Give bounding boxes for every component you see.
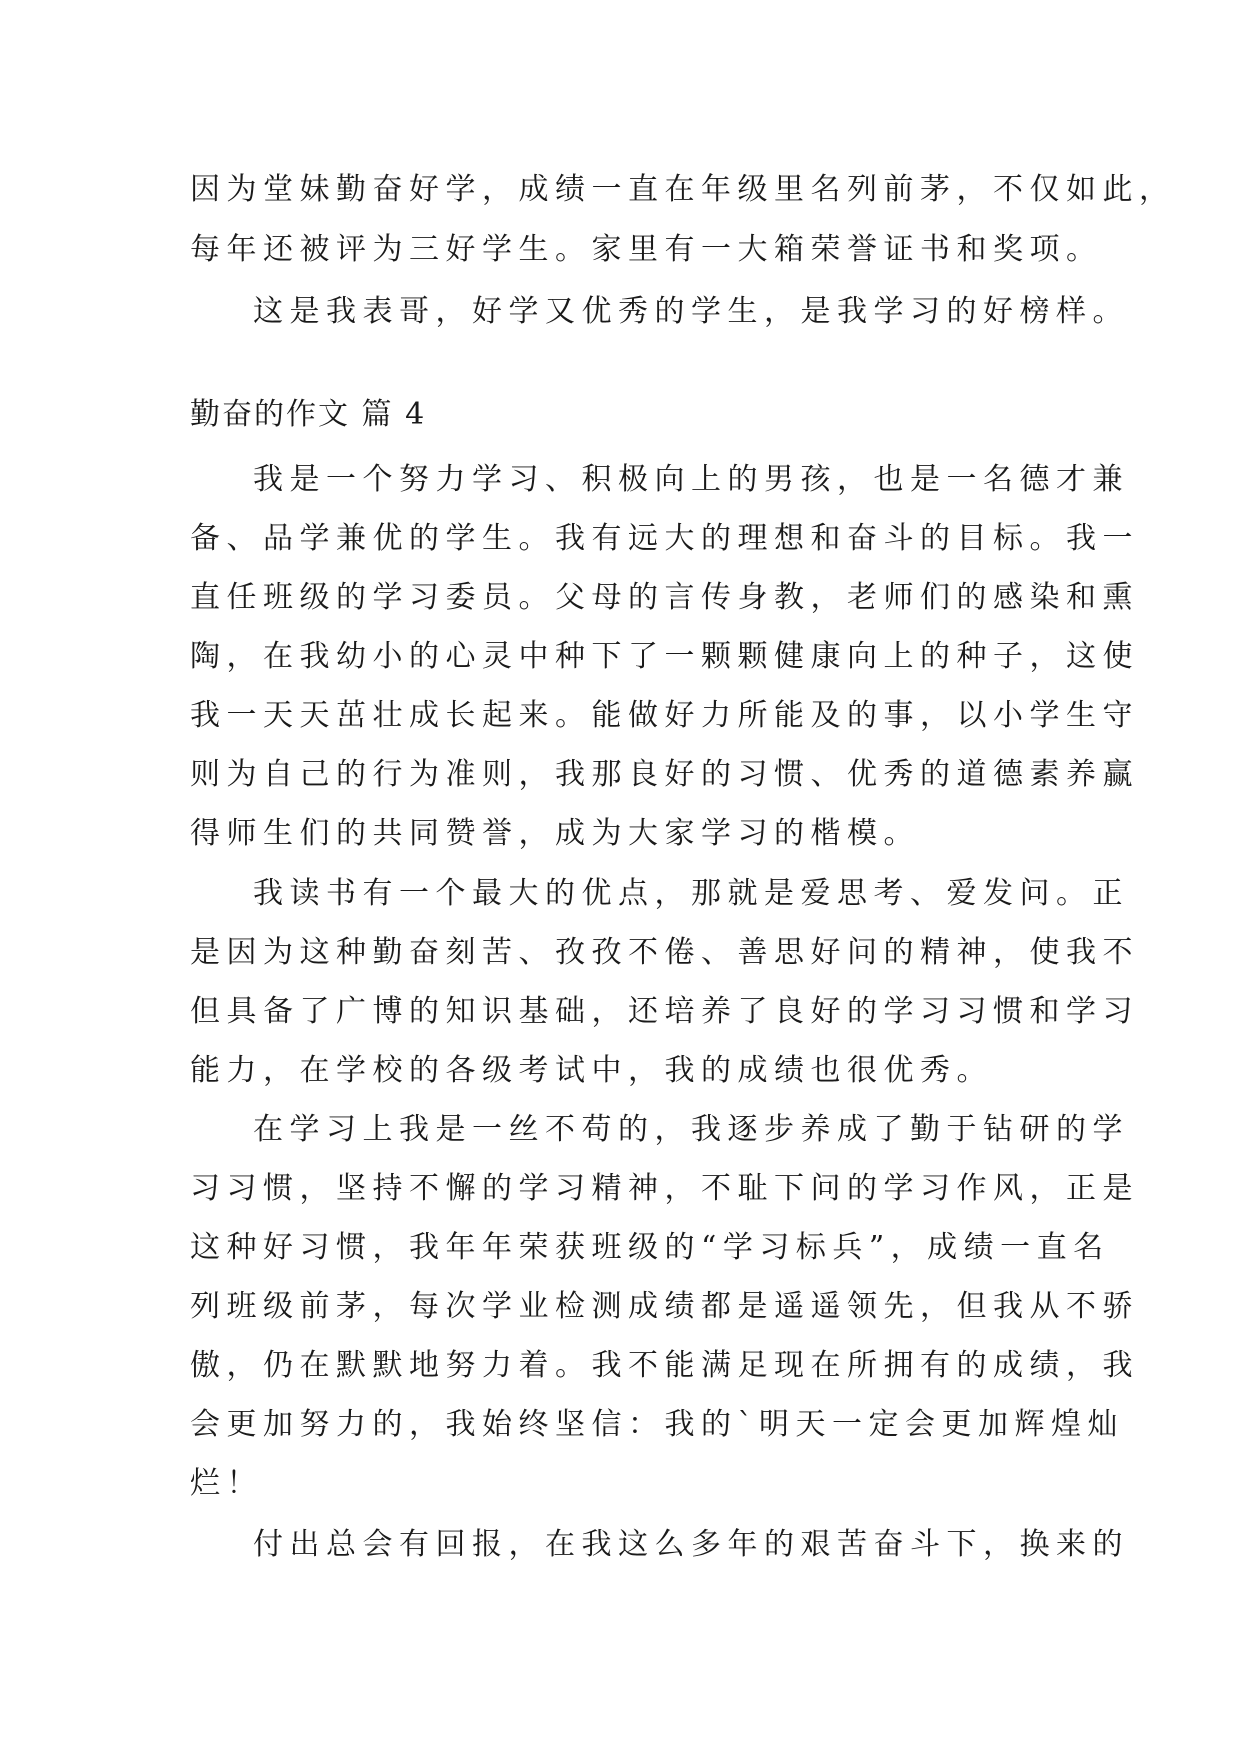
text-line: 会更加努力的，我始终坚信：我的`明天一定会更加辉煌灿 [190, 1407, 1124, 1442]
text-line: 直任班级的学习委员。父母的言传身教，老师们的感染和熏 [190, 580, 1139, 615]
text-line: 陶，在我幼小的心灵中种下了一颗颗健康向上的种子，这使 [190, 639, 1139, 674]
text-line: 在学习上我是一丝不苟的，我逐步养成了勤于钻研的学 [253, 1112, 1129, 1147]
text-line: 我是一个努力学习、积极向上的男孩，也是一名德才兼 [253, 462, 1129, 497]
text-line: 是因为这种勤奋刻苦、孜孜不倦、善思好问的精神，使我不 [190, 935, 1139, 970]
text-line: 付出总会有回报，在我这么多年的艰苦奋斗下，换来的 [253, 1527, 1129, 1562]
text-line: 每年还被评为三好学生。家里有一大箱荣誉证书和奖项。 [190, 232, 1103, 267]
section-title: 勤奋的作文 篇 4 [190, 397, 427, 432]
text-line: 我一天天茁壮成长起来。能做好力所能及的事，以小学生守 [190, 698, 1139, 733]
text-line: 习习惯，坚持不懈的学习精神，不耻下问的学习作风，正是 [190, 1171, 1139, 1206]
text-line: 傲，仍在默默地努力着。我不能满足现在所拥有的成绩，我 [190, 1348, 1139, 1383]
text-line: 但具备了广博的知识基础，还培养了良好的学习习惯和学习 [190, 994, 1139, 1029]
text-line: 能力，在学校的各级考试中，我的成绩也很优秀。 [190, 1053, 993, 1088]
text-line: 我读书有一个最大的优点，那就是爱思考、爱发问。正 [253, 876, 1129, 911]
text-line: 列班级前茅，每次学业检测成绩都是遥遥领先，但我从不骄 [190, 1289, 1139, 1324]
text-line: 烂！ [190, 1466, 263, 1501]
text-line: 备、品学兼优的学生。我有远大的理想和奋斗的目标。我一 [190, 521, 1139, 556]
text-line: 这种好习惯，我年年荣获班级的“学习标兵”，成绩一直名 [190, 1230, 1110, 1265]
text-line: 这是我表哥，好学又优秀的学生，是我学习的好榜样。 [253, 294, 1129, 329]
text-line: 则为自己的行为准则，我那良好的习惯、优秀的道德素养赢 [190, 757, 1139, 792]
text-line: 得师生们的共同赞誉，成为大家学习的楷模。 [190, 816, 920, 851]
text-line: 因为堂妹勤奋好学，成绩一直在年级里名列前茅，不仅如此， [190, 172, 1176, 207]
